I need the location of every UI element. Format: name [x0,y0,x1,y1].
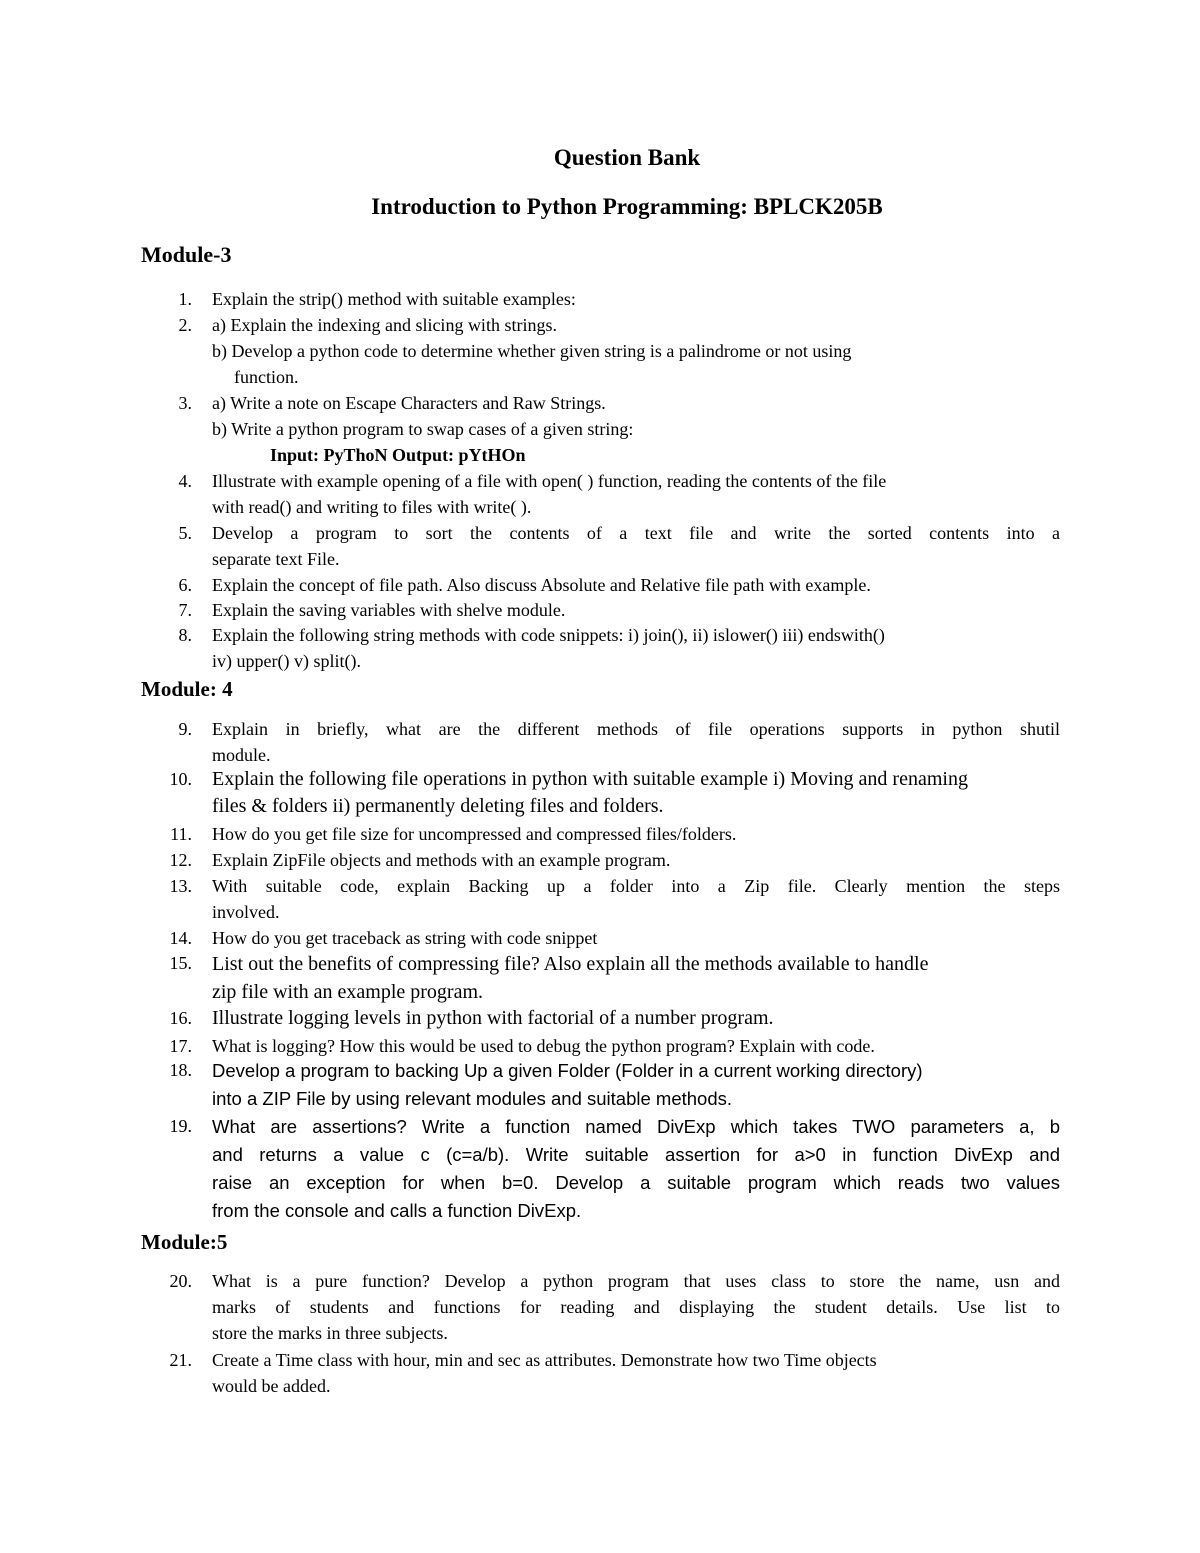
question-part-b: b) Write a python program to swap cases of a given string: [212,419,634,439]
module-5-heading: Module:5 [141,1230,228,1254]
question-text: with read() and writing to files with write( ). [212,497,532,517]
question-text: With suitable code, explain Backing up a folder into a Zip file. Clearly mention the steps [212,876,1060,896]
question-text: into a ZIP File by using relevant modules and suitable methods. [212,1088,733,1109]
question-number: 11. [170,824,192,844]
question-text: Explain in briefly, what are the different methods of file operations supports in python shutil [212,719,1060,739]
question-number: 2. [178,315,192,335]
question-number: 5. [178,523,192,543]
question-text: Explain the following string methods with code snippets: i) join(), ii) islower() iii) endswith() [212,625,885,645]
question-text: Create a Time class with hour, min and sec as attributes. Demonstrate how two Time objects [212,1350,877,1370]
module-4-heading: Module: 4 [141,677,233,701]
question-part-a: a) Write a note on Escape Characters and Raw Strings. [212,393,606,413]
question-part-b: b) Develop a python code to determine whether given string is a palindrome or not using [212,341,852,361]
question-text: List out the benefits of compressing file? Also explain all the methods available to handle [212,953,929,975]
question-text: Explain ZipFile objects and methods with an example program. [212,850,671,870]
question-number: 6. [178,575,192,595]
question-text: What is logging? How this would be used to debug the python program? Explain with code. [212,1036,875,1056]
question-text: from the console and calls a function DivExp. [212,1200,582,1221]
question-text: Explain the concept of file path. Also discuss Absolute and Relative file path with example. [212,575,871,595]
question-text: store the marks in three subjects. [212,1323,448,1343]
question-text: involved. [212,902,280,922]
question-number: 14. [169,928,192,948]
question-text: Illustrate with example opening of a file with open( ) function, reading the contents of the file [212,471,887,491]
question-text: marks of students and functions for reading and displaying the student details. Use list to [212,1297,1060,1317]
question-text: iv) upper() v) split(). [212,651,361,671]
question-text: Develop a program to backing Up a given Folder (Folder in a current working directory) [212,1060,923,1081]
question-number: 3. [178,393,192,413]
question-number: 10. [169,769,192,789]
question-part-a: a) Explain the indexing and slicing with strings. [212,315,557,335]
question-text: How do you get traceback as string with code snippet [212,928,598,948]
question-text: Explain the saving variables with shelve module. [212,600,566,620]
question-text: module. [212,745,271,765]
module-3-heading: Module-3 [141,242,232,267]
question-number: 12. [169,850,192,870]
question-part-b-cont: function. [234,367,299,387]
question-number: 20. [169,1271,192,1291]
question-number: 8. [178,625,192,645]
question-text: What are assertions? Write a function named DivExp which takes TWO parameters a, b [212,1116,1060,1137]
question-number: 21. [169,1350,192,1370]
question-text: Explain the following file operations in python with suitable example i) Moving and renaming [212,768,968,790]
question-text: Illustrate logging levels in python with factorial of a number program. [212,1007,774,1029]
io-example: Input: PyThoN Output: pYtHOn [270,445,526,465]
question-text: would be added. [212,1376,331,1396]
question-number: 1. [178,289,192,309]
question-text: What is a pure function? Develop a python program that uses class to store the name, usn and [212,1271,1060,1291]
question-text: and returns a value c (c=a/b). Write suitable assertion for a>0 in function DivExp and [212,1144,1060,1165]
question-number: 19. [169,1116,192,1136]
question-number: 13. [169,876,192,896]
question-text: How do you get file size for uncompressed and compressed files/folders. [212,824,737,844]
question-number: 4. [178,471,192,491]
question-number: 7. [178,600,192,620]
question-text: zip file with an example program. [212,981,484,1003]
question-text: Explain the strip() method with suitable examples: [212,289,576,309]
question-text: Develop a program to sort the contents of a text file and write the sorted contents into a [212,523,1060,543]
question-number: 17. [169,1036,192,1056]
page-title: Question Bank [553,145,701,170]
question-text: files & folders ii) permanently deleting files and folders. [212,795,664,817]
question-number: 18. [169,1060,192,1080]
course-title: Introduction to Python Programming: BPLCK205B [371,194,883,219]
question-text: raise an exception for when b=0. Develop a suitable program which reads two values [212,1172,1060,1193]
question-number: 16. [169,1008,192,1028]
question-text: separate text File. [212,549,340,569]
question-number: 9. [178,719,192,739]
question-number: 15. [169,953,192,973]
